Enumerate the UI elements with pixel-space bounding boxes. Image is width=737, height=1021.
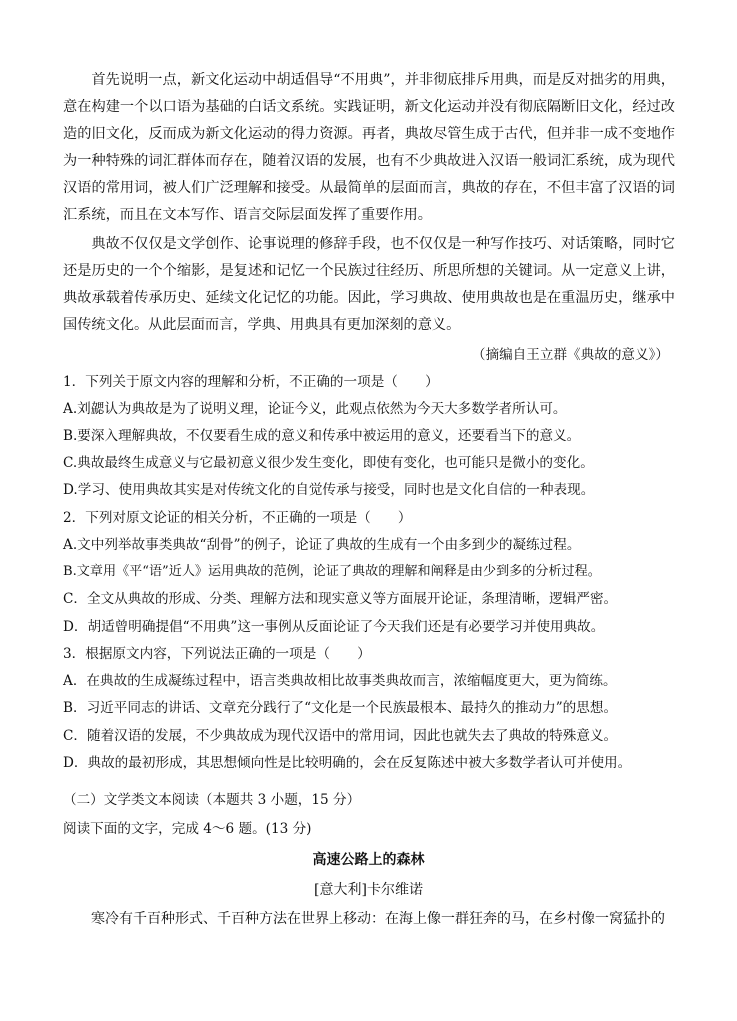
question-1-option-c: C.典故最终生成意义与它最初意义很少发生变化，即使有变化，也可能只是微小的变化。	[63, 455, 594, 471]
question-1-option-a: A.刘勰认为典故是为了说明义理，论证今义，此观点依然为今天大多数学者所认可。	[63, 401, 567, 417]
question-2-stem: 2．下列对原文论证的相关分析，不正确的一项是（ ）	[63, 510, 412, 526]
question-3-stem: 3．根据原文内容，下列说法正确的一项是（ ）	[63, 646, 371, 662]
question-3-option-a: A．在典故的生成凝练过程中，语言类典故相比故事类典故而言，浓缩幅度更大，更为简练。	[63, 673, 617, 689]
question-3-option-d: D．典故的最初形成，其思想倾向性是比较明确的，会在反复陈述中被大多数学者认可并使用。	[63, 755, 632, 771]
question-3-option-b: B．习近平同志的讲话、文章充分践行了“文化是一个民族最根本、最持久的推动力”的思想。	[63, 700, 618, 716]
question-3-option-c: C．随着汉语的发展，不少典故成为现代汉语中的常用词，因此也就失去了典故的特殊意义。	[63, 728, 618, 744]
question-1-stem: 1．下列关于原文内容的理解和分析，不正确的一项是（ ）	[63, 374, 439, 390]
story-first-line: 寒冷有千百种形式、千百种方法在世界上移动：在海上像一群狂奔的马，在乡村像一窝猛扑的	[91, 911, 665, 927]
question-2-option-a: A.文中列举故事类典故“刮骨”的例子，论证了典故的生成有一个由多到少的凝练过程。	[63, 537, 581, 553]
article-paragraph-1: 首先说明一点，新文化运动中胡适倡导“不用典”，并非彻底排斥用典，而是反对拙劣的用典，意在构建一个以口语为基础的白话文系统。实践证明，新文化运动并没有彻底隔断旧文化，经过改造的旧文化，反而成为新文化运动的得力资源。再者，典故尽管生成于古代，但并非一成不变地作为一种特殊的词汇群体而存在，随着汉语的发展，也有不少典故进入汉语一般词汇系统，成为现代汉语的常用词，被人们广泛理解和接受。从最简单的层面而言，典故的存在，不但丰富了汉语的词汇系统，而且在文本写作、语言交际层面发挥了重要作用。	[63, 72, 675, 223]
section-instruction: 阅读下面的文字，完成 4～6 题。(13 分)	[63, 821, 312, 837]
question-1-option-d: D.学习、使用典故其实是对传统文化的自觉传承与接受，同时也是文化自信的一种表现。	[63, 482, 595, 498]
article-source: （摘编自王立群《典故的意义》）	[471, 347, 669, 363]
story-author: [意大利]卡尔维诺	[314, 882, 423, 898]
section-heading: （二）文学类文本阅读（本题共 3 小题，15 分）	[63, 792, 361, 808]
question-2-option-c: C．全文从典故的形成、分类、理解方法和现实意义等方面展开论证，条理清晰，逻辑严密。	[63, 591, 618, 607]
question-2-option-b: B.文章用《平“语”近人》运用典故的范例，论证了典故的理解和阐释是由少到多的分析过程。	[63, 564, 601, 579]
question-1-option-b: B.要深入理解典故，不仅要看生成的意义和传承中被运用的意义，还要看当下的意义。	[63, 428, 581, 444]
story-title: 高速公路上的森林	[312, 852, 425, 868]
question-2-option-d: D．胡适曾明确提倡“不用典”这一事例从反面论证了今天我们还是有必要学习并使用典故。	[63, 619, 605, 635]
article-paragraph-2: 典故不仅仅是文学创作、论事说理的修辞手段，也不仅仅是一种写作技巧、对话策略，同时它还是历史的一个个缩影，是复述和记忆一个民族过往经历、所思所想的关键词。从一定意义上讲，典故承载着传承历史、延续文化记忆的功能。因此，学习典故、使用典故也是在重温历史，继承中国传统文化。从此层面而言，学典、用典具有更加深刻的意义。	[63, 236, 675, 333]
